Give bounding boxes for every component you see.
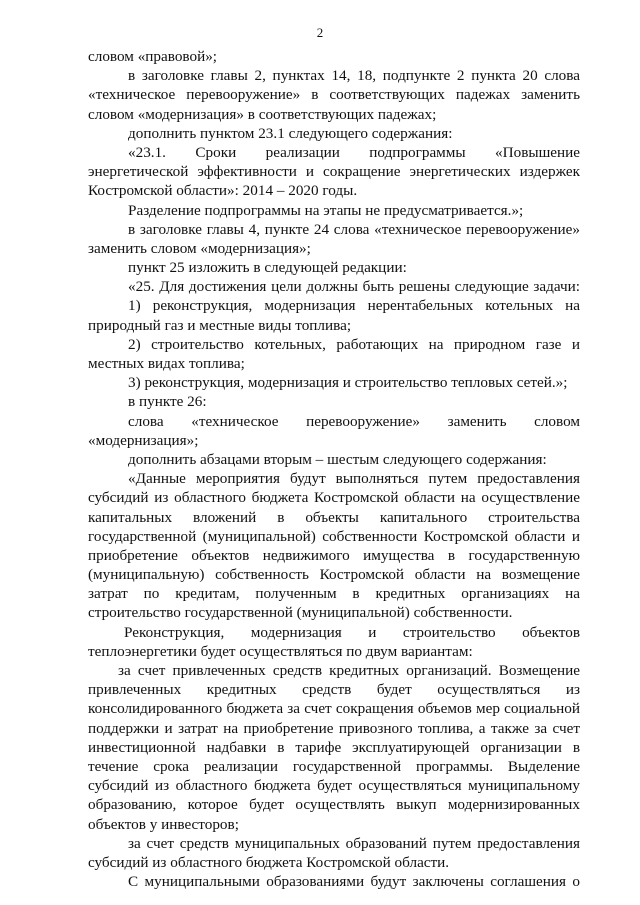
- page-number: 2: [316, 25, 324, 40]
- text-line: 3) реконструкция, модернизация и строительство тепловых сетей.»;: [128, 374, 568, 392]
- text-line: за счет привлеченных средств кредитных организаций. Возмещение: [118, 662, 580, 679]
- text-line: «модернизация»;: [88, 431, 199, 449]
- text-line: (муниципальную) собственность Костромской области на возмещение: [88, 566, 580, 584]
- text-line: течение срока реализации государственной программы. Выделение: [88, 757, 580, 775]
- text-line: С муниципальными образованиями будут заключены соглашения о: [128, 873, 580, 891]
- text-line: строительство государственной (муниципальной) собственности.: [88, 604, 513, 622]
- text-line: 2) строительство котельных, работающих на природном газе и: [128, 335, 580, 353]
- text-line: поддержки и затрат на приобретение привозного топлива, а также за счет: [88, 719, 580, 737]
- text-line: образованию, которое будет осуществлять выкуп модернизированных: [88, 796, 580, 814]
- text-line: инвестиционной надбавки в тарифе эксплуатирующей организации в: [88, 738, 580, 756]
- text-line: «техническое перевооружение» в соответствующих падежах заменить: [88, 86, 580, 104]
- text-line: Костромской области»: 2014 – 2020 годы.: [88, 182, 358, 200]
- text-line: субсидий из областного бюджета Костромской области на осуществление: [88, 489, 580, 507]
- text-line: местных видах топлива;: [88, 355, 245, 372]
- text-line: государственной (муниципальной) собственности Костромской области и: [88, 527, 580, 545]
- text-line: заменить словом «модернизация»;: [88, 239, 311, 257]
- text-line: консолидированного бюджета за счет сокращения объемов мер социальной: [88, 700, 580, 718]
- text-line: слова «техническое перевооружение» заменить словом: [128, 412, 580, 430]
- text-line: Реконструкция, модернизация и строительство объектов: [124, 623, 580, 641]
- text-line: в заголовке главы 4, пункте 24 слова «техническое перевооружение»: [128, 220, 580, 238]
- text-line: «23.1. Сроки реализации подпрограммы «Повышение: [128, 143, 580, 161]
- text-line: дополнить пунктом 23.1 следующего содержания:: [128, 124, 453, 142]
- text-line: Разделение подпрограммы на этапы не предусматривается.»;: [128, 201, 524, 219]
- text-line: природный газ и местные виды топлива;: [88, 316, 352, 334]
- text-line: в пункте 26:: [128, 393, 207, 411]
- text-line: «Данные мероприятия будут выполняться путем предоставления: [128, 470, 580, 488]
- text-line: словом «модернизация» в соответствующих падежах;: [88, 105, 437, 123]
- text-line: привлеченных кредитных средств будет осуществляться из: [88, 681, 580, 699]
- text-line: энергетической эффективности и сокращение энергетических издержек: [88, 163, 580, 181]
- text-line: пункт 25 изложить в следующей редакции:: [128, 259, 407, 277]
- text-line: теплоэнергетики будет осуществляться по двум вариантам:: [88, 642, 473, 660]
- document-body: [88, 47, 580, 891]
- text-line: словом «правовой»;: [88, 48, 218, 65]
- text-line: «25. Для достижения цели должны быть решены следующие задачи:: [128, 278, 580, 296]
- text-line: дополнить абзацами вторым – шестым следующего содержания:: [128, 450, 547, 468]
- text-line: субсидий из областного бюджета Костромской области.: [88, 853, 450, 871]
- text-line: за счет средств муниципальных образований путем предоставления: [128, 834, 580, 852]
- text-line: 1) реконструкция, модернизация нерентабельных котельных на: [128, 297, 580, 315]
- text-line: объектов у инвесторов;: [88, 815, 239, 833]
- text-line: в заголовке главы 2, пунктах 14, 18, подпункте 2 пункта 20 слова: [128, 67, 580, 85]
- text-line: приобретение объектов недвижимого имущества в государственную: [88, 546, 580, 564]
- text-line: капитальных вложений в объекты капитального строительства: [88, 508, 580, 526]
- text-line: субсидий из областного бюджета будет осуществляться муниципальному: [88, 777, 580, 795]
- text-line: затрат по кредитам, полученным в кредитных организациях на: [88, 585, 580, 603]
